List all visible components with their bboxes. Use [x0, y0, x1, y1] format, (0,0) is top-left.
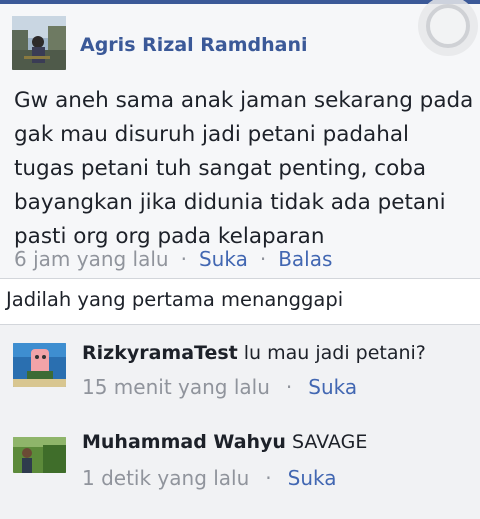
comment-text: lu mau jadi petani?: [243, 342, 426, 364]
meta-separator: ·: [265, 466, 272, 490]
comment-like-link[interactable]: Suka: [287, 466, 337, 490]
post-like-link[interactable]: Suka: [198, 247, 248, 271]
comment-author-name[interactable]: Muhammad Wahyu: [82, 431, 286, 453]
author-avatar[interactable]: [12, 16, 66, 70]
comment-timestamp: 1 detik yang lalu: [82, 466, 250, 490]
meta-separator: ·: [180, 247, 187, 271]
comment-avatar-photo: [13, 343, 66, 387]
post-body: Gw aneh sama anak jaman sekarang pada gak mau disuruh jadi petani padahal tugas petani tuh sangat penting, coba bayangkan jika didunia tidak ada petani pasti org org pada kelaparan: [14, 88, 474, 249]
meta-separator: ·: [259, 247, 267, 271]
comment-meta: [82, 375, 357, 399]
divider: [0, 278, 480, 279]
circle-icon: [426, 4, 470, 48]
meta-separator: ·: [285, 375, 293, 399]
post-container: [0, 4, 480, 278]
comment-like-link[interactable]: Suka: [308, 375, 358, 399]
comment-text: SAVAGE: [291, 431, 368, 453]
post-meta: [14, 247, 332, 271]
post-reply-link[interactable]: Balas: [278, 247, 333, 271]
first-response-prompt: Jadilah yang pertama menanggapi: [6, 288, 344, 311]
comment-timestamp: 15 menit yang lalu: [82, 375, 270, 399]
comment-line: [82, 431, 367, 453]
comment-line: [82, 342, 426, 364]
floating-action-button[interactable]: [418, 0, 478, 56]
comment-avatar[interactable]: [13, 343, 66, 387]
comment-meta: [82, 466, 337, 490]
post-author-name[interactable]: Agris Rizal Ramdhani: [80, 34, 308, 56]
comments-list: [0, 325, 480, 519]
author-avatar-photo: [12, 16, 66, 70]
comment-avatar[interactable]: [13, 437, 66, 473]
comment-author-name[interactable]: RizkyramaTest: [82, 342, 238, 364]
post-timestamp: 6 jam yang lalu: [14, 247, 169, 271]
comment-avatar-photo: [13, 437, 66, 473]
